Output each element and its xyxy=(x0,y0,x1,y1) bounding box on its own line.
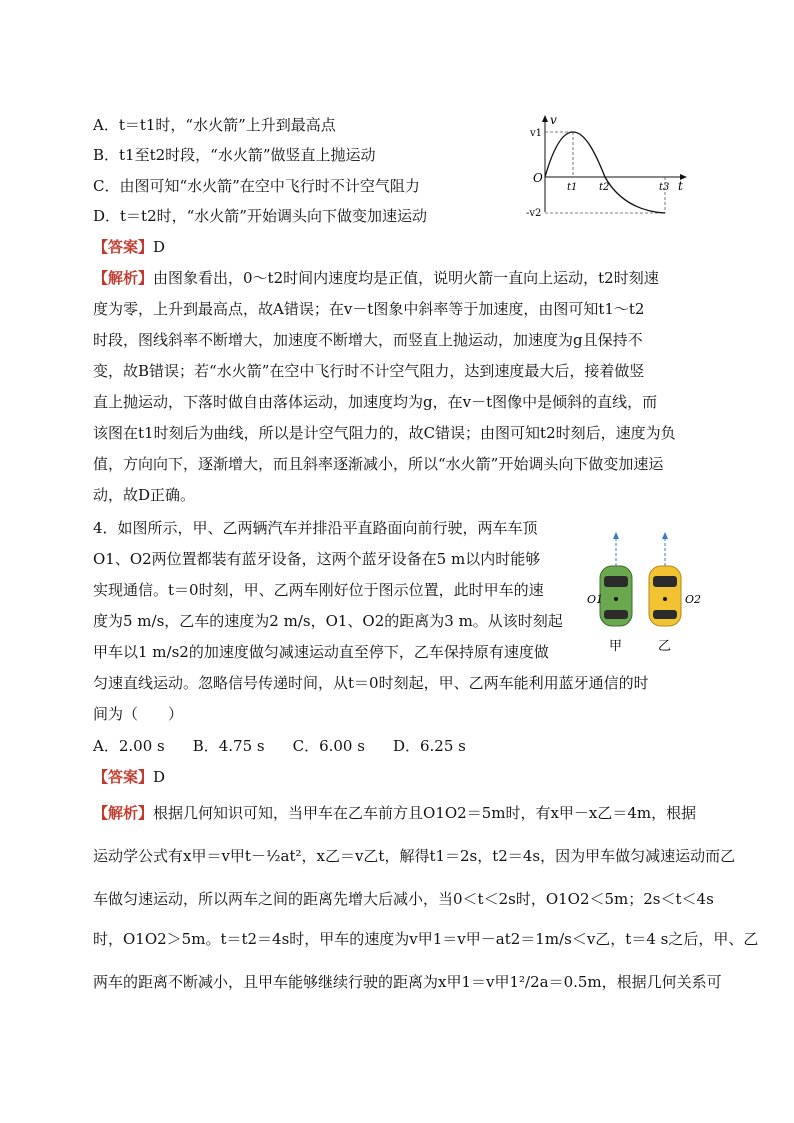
q4-option-a: A．2.00 s xyxy=(93,737,165,755)
q4-analysis-line-1: 【解析】根据几何知识可知，当甲车在乙车前方且O1O2＝5m时，有x甲－x乙＝4m，根据 xyxy=(93,804,697,822)
q3-option-c: C．由图可知“水火箭”在空中飞行时不计空气阻力 xyxy=(93,177,420,195)
answer-value: D xyxy=(153,238,166,256)
t-axis-label: t xyxy=(678,179,683,193)
jia-label: 甲 xyxy=(609,639,623,654)
analysis-tag: 【解析】 xyxy=(93,269,154,287)
vt-curve xyxy=(545,132,665,213)
analysis-tag: 【解析】 xyxy=(93,804,154,822)
q3-analysis-line-5: 直上抛运动，下落时做自由落体运动，加速度均为g，在v－t图像中是倾斜的直线，而 xyxy=(93,393,658,411)
q4-stem-line-1: 4．如图所示，甲、乙两辆汽车并排沿平直路面向前行驶，两车车顶 xyxy=(93,519,538,537)
t1-label: t1 xyxy=(567,182,578,193)
q4-answer xyxy=(93,767,165,787)
v1-label: v1 xyxy=(530,128,543,139)
q4-analysis-line-2: 运动学公式有x甲＝v甲t－½at²，x乙＝v乙t，解得t1＝2s，t2＝4s，因为甲车做匀减速运动而乙 xyxy=(93,847,736,865)
answer-tag: 【答案】 xyxy=(93,768,154,786)
q4-stem-line-5: 甲车以1 m/s2的加速度做匀减速运动直至停下，乙车保持原有速度做 xyxy=(93,643,549,661)
v-axis-label: v xyxy=(550,113,557,127)
q4-analysis-line-4: 时，O1O2＞5m。t＝t2＝4s时，甲车的速度为v甲1＝v甲－at2＝1m/s＜v乙，t＝4 s之后，甲、乙 xyxy=(93,930,759,948)
q4-analysis-line-3: 车做匀速运动，所以两车之间的距离先增大后减小，当0＜t＜2s时，O1O2＜5m；2s＜t＜4s xyxy=(93,890,714,908)
q3-option-d: D．t＝t2时，“水火箭”开始调头向下做变加速运动 xyxy=(93,207,427,225)
o1-label: O1 xyxy=(587,593,604,606)
q3-analysis-line-4: 变，故B错误；若“水火箭”在空中飞行时不计空气阻力，达到速度最大后，接着做竖 xyxy=(93,362,645,380)
yi-label: 乙 xyxy=(658,639,672,654)
q4-option-b: B．4.75 s xyxy=(192,737,265,755)
t3-label: t3 xyxy=(659,182,670,193)
neg-v2-label: -v2 xyxy=(526,208,542,219)
q4-option-c: C．6.00 s xyxy=(292,737,365,755)
q4-stem-line-3: 实现通信。t＝0时刻，甲、乙两车刚好位于图示位置，此时甲车的速 xyxy=(93,581,544,599)
cars-figure xyxy=(585,530,705,660)
car-yi xyxy=(649,566,681,626)
q3-analysis-line-7: 值，方向向下，逐渐增大，而且斜率逐渐减小，所以“水火箭”开始调头向下做变加速运 xyxy=(93,455,664,473)
q3-answer xyxy=(93,237,165,257)
q4-stem-line-2: O1、O2两位置都装有蓝牙设备，这两个蓝牙设备在5 m以内时能够 xyxy=(93,550,541,568)
q4-stem-line-6: 匀速直线运动。忽略信号传递时间，从t＝0时刻起，甲、乙两车能利用蓝牙通信的时 xyxy=(93,674,649,692)
q3-analysis-line-8: 动，故D正确。 xyxy=(93,486,196,504)
o2-label: O2 xyxy=(685,593,702,606)
q4-stem-line-7: 间为（ ） xyxy=(93,705,184,723)
q4-analysis-line-5: 两车的距离不断减小，且甲车能够继续行驶的距离为x甲1＝v甲1²/2a＝0.5m，根据几何关系可 xyxy=(93,973,722,991)
q4-option-d: D．6.25 s xyxy=(392,737,466,755)
q3-analysis-line-6: 该图在t1时刻后为曲线，所以是计空气阻力的，故C错误；由图可知t2时刻后，速度为负 xyxy=(93,424,676,442)
t2-label: t2 xyxy=(599,182,610,193)
q3-analysis-line-1: 【解析】由图象看出，0～t2时间内速度均是正值，说明火箭一直向上运动，t2时刻速 xyxy=(93,269,659,287)
answer-value: D xyxy=(153,768,166,786)
q3-analysis-line-2: 度为零，上升到最高点，故A错误；在v－t图象中斜率等于加速度，由图可知t1～t2 xyxy=(93,300,645,318)
q3-option-a: A．t＝t1时，“水火箭”上升到最高点 xyxy=(93,116,336,134)
q4-stem-line-4: 度为5 m/s，乙车的速度为2 m/s，O1、O2的距离为3 m。从该时刻起 xyxy=(93,612,563,630)
answer-tag: 【答案】 xyxy=(93,238,154,256)
origin-label: O xyxy=(533,171,543,185)
q3-analysis-line-3: 时段，图线斜率不断增大，加速度不断增大，而竖直上抛运动，加速度为g且保持不 xyxy=(93,331,643,349)
q3-option-b: B．t1至t2时段，“水火箭”做竖直上抛运动 xyxy=(93,146,376,164)
car-jia xyxy=(600,566,632,626)
vt-graph xyxy=(525,112,695,222)
q4-options xyxy=(93,736,494,756)
